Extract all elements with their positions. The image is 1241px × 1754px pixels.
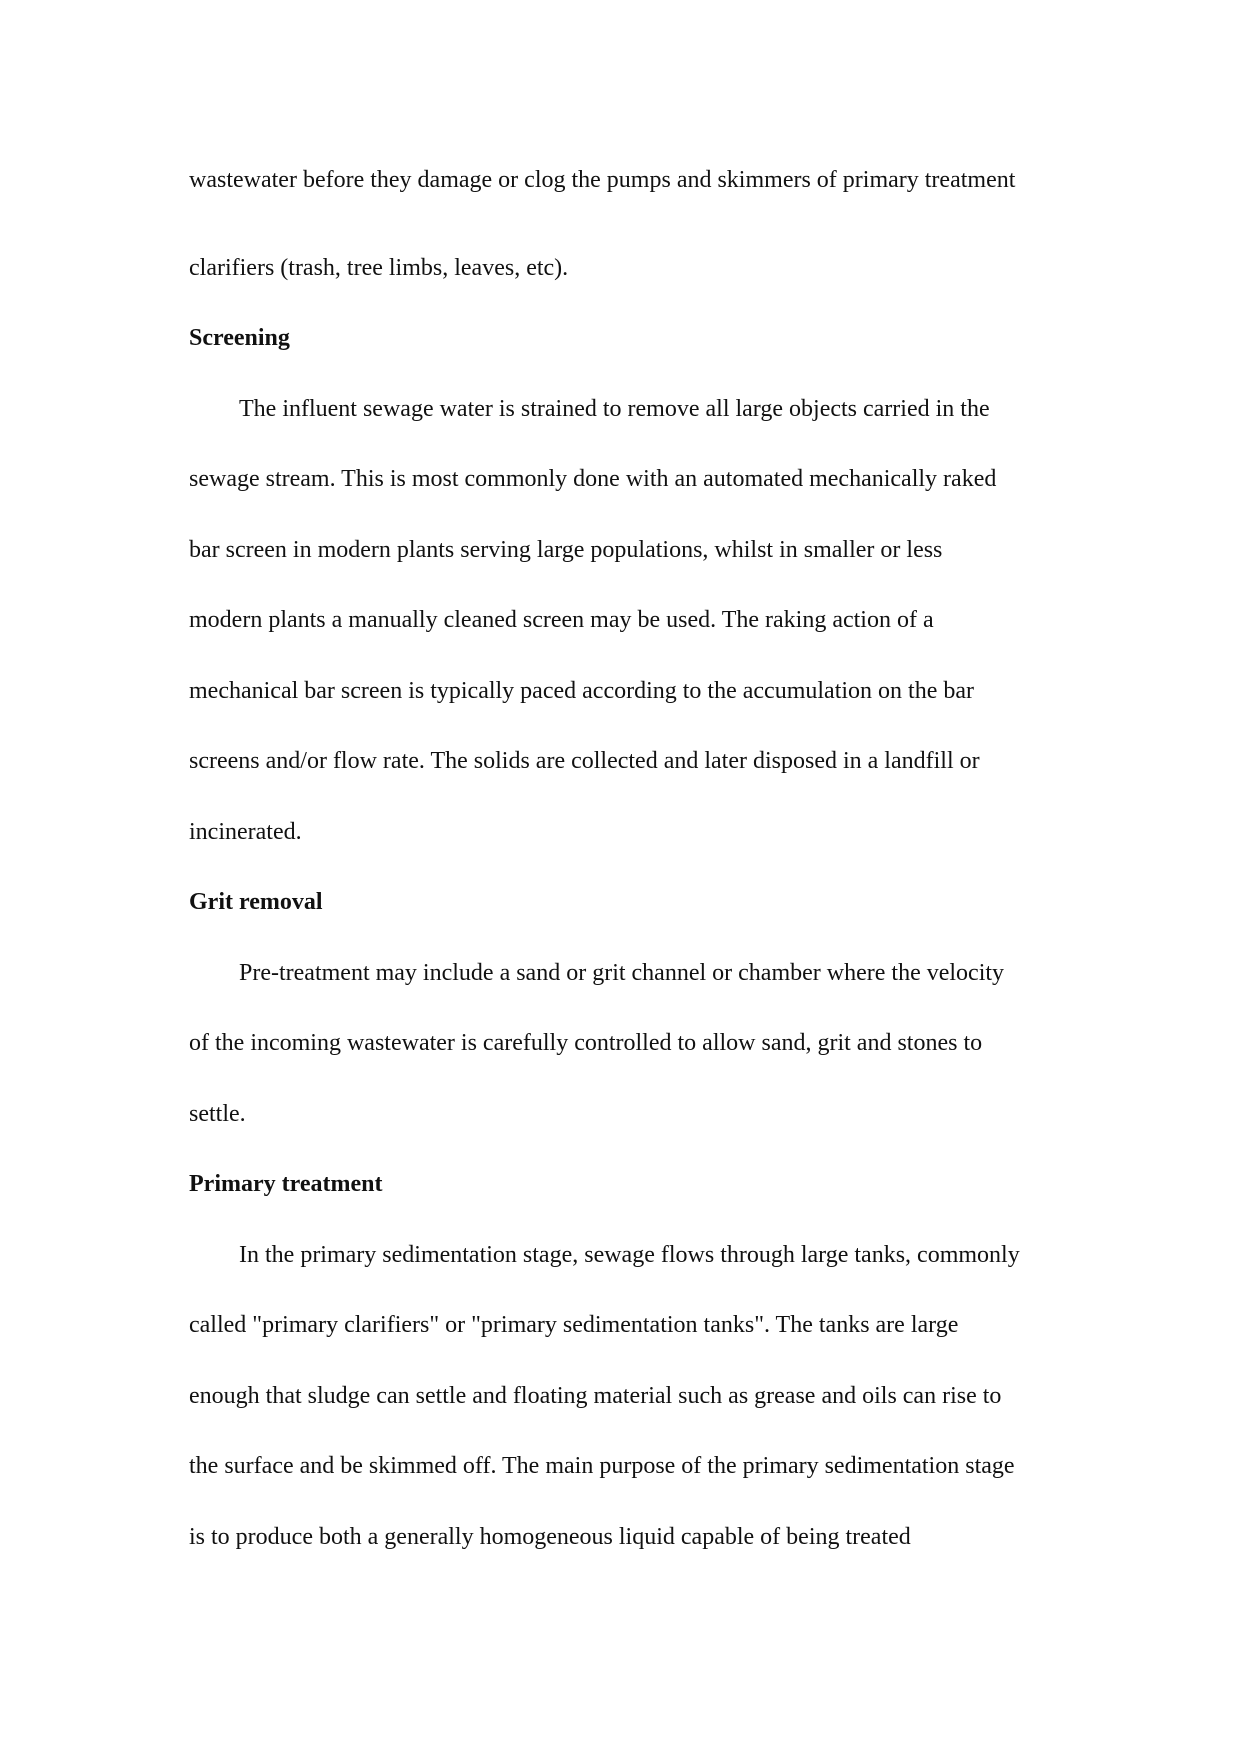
section-heading-screening: Screening — [189, 325, 290, 351]
paragraph-line: Pre-treatment may include a sand or grit channel or chamber where the velocity — [239, 959, 1005, 986]
paragraph-line: the surface and be skimmed off. The main purpose of the primary sedimentation stage — [189, 1453, 1015, 1479]
paragraph-line: mechanical bar screen is typically paced according to the accumulation on the bar — [189, 677, 974, 704]
paragraph-line: incinerated. — [189, 818, 302, 845]
section-heading-primary-treatment: Primary treatment — [189, 1171, 383, 1197]
paragraph-line: In the primary sedimentation stage, sewage flows through large tanks, commonly — [239, 1241, 1020, 1268]
document-body — [189, 162, 1069, 1572]
paragraph-line: modern plants a manually cleaned screen may be used. The raking action of a — [189, 607, 934, 633]
section-heading-grit-removal: Grit removal — [189, 889, 323, 915]
paragraph-line: settle. — [189, 1100, 246, 1127]
paragraph-line: called "primary clarifiers" or "primary sedimentation tanks". The tanks are large — [189, 1312, 959, 1338]
paragraph-line: wastewater before they damage or clog the pumps and skimmers of primary treatment — [189, 167, 1016, 193]
paragraph-line: bar screen in modern plants serving large populations, whilst in smaller or less — [189, 536, 943, 563]
paragraph-line: clarifiers (trash, tree limbs, leaves, etc). — [189, 254, 569, 281]
paragraph-line: The influent sewage water is strained to remove all large objects carried in the — [239, 395, 990, 422]
paragraph-line: of the incoming wastewater is carefully controlled to allow sand, grit and stones to — [189, 1030, 983, 1056]
paragraph-line: screens and/or flow rate. The solids are collected and later disposed in a landfill or — [189, 748, 980, 774]
paragraph-line: is to produce both a generally homogeneous liquid capable of being treated — [189, 1523, 911, 1550]
paragraph-line: enough that sludge can settle and floating material such as grease and oils can rise to — [189, 1382, 1002, 1409]
paragraph-line: sewage stream. This is most commonly done with an automated mechanically raked — [189, 466, 997, 492]
